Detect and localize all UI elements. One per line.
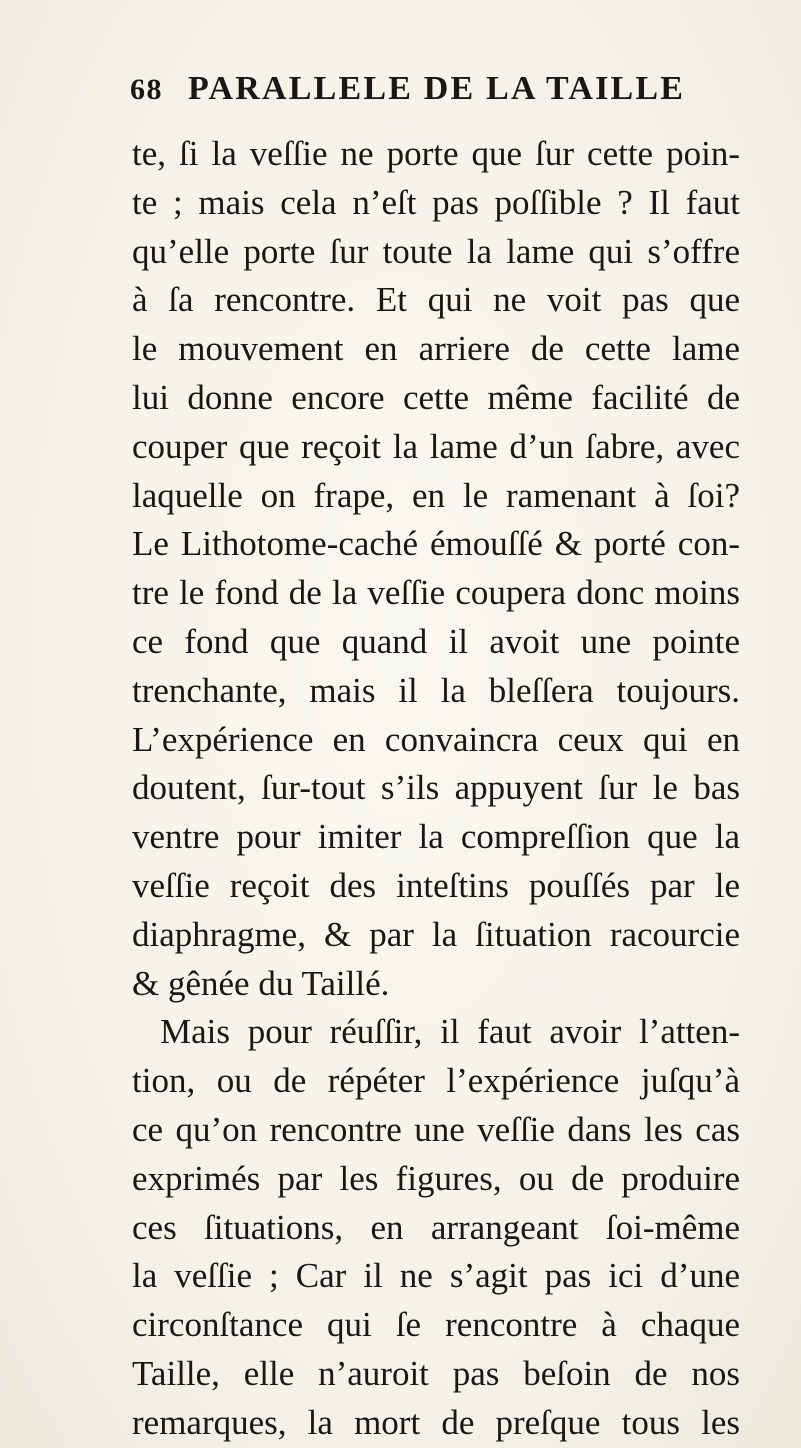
text-line: ces ſituations, en arrangeant ſoi-même — [132, 1207, 740, 1247]
text-line: la veſſie ; Car il ne s’agit pas ici d’une — [132, 1256, 740, 1296]
text-line: exprimés par les figures, ou de produire — [132, 1158, 740, 1198]
body-text — [132, 130, 740, 1448]
text-line: ce fond que quand il avoit une pointe — [132, 621, 740, 661]
page-number: 68 — [130, 73, 163, 106]
page-header — [130, 70, 730, 120]
text-line: Le Lithotome-caché émouſſé & porté con- — [132, 524, 740, 564]
text-line: doutent, ſur-tout s’ils appuyent ſur le bas — [132, 768, 740, 808]
text-line: à ſa rencontre. Et qui ne voit pas que — [132, 280, 740, 320]
text-line: laquelle on frape, en le ramenant à ſoi? — [132, 475, 740, 515]
text-line: remarques, la mort de preſque tous les — [132, 1402, 740, 1442]
text-line: le mouvement en arriere de cette lame — [132, 329, 740, 369]
text-line: couper que reçoit la lame d’un ſabre, avec — [132, 426, 740, 466]
running-title: PARALLELE DE LA TAILLE — [188, 70, 686, 107]
text-line: te ; mais cela n’eſt pas poſſible ? Il faut — [132, 182, 740, 222]
text-line: ce qu’on rencontre une veſſie dans les cas — [132, 1109, 740, 1149]
text-line: & gênée du Taillé. — [132, 963, 390, 1003]
text-line: tion, ou de répéter l’expérience juſqu’à — [132, 1061, 740, 1101]
text-line: Taille, elle n’auroit pas beſoin de nos — [132, 1353, 740, 1393]
text-line: lui donne encore cette même facilité de — [132, 377, 740, 417]
text-line: tre le fond de la veſſie coupera donc moins — [132, 573, 740, 613]
text-line: veſſie reçoit des inteſtins pouſſés par le — [132, 865, 740, 905]
text-line: ventre pour imiter la compreſſion que la — [132, 817, 740, 857]
text-line: te, ſi la veſſie ne porte que ſur cette poin- — [132, 134, 740, 173]
text-line: diaphragme, & par la ſituation racourcie — [132, 914, 740, 954]
text-line: L’expérience en convaincra ceux qui en — [132, 719, 740, 759]
text-line: qu’elle porte ſur toute la lame qui s’offre — [132, 231, 740, 271]
text-line: Mais pour réuſſir, il faut avoir l’atten- — [160, 1012, 740, 1052]
text-line: trenchante, mais il la bleſſera toujours. — [132, 670, 740, 710]
text-line: circonſtance qui ſe rencontre à chaque — [132, 1305, 740, 1345]
